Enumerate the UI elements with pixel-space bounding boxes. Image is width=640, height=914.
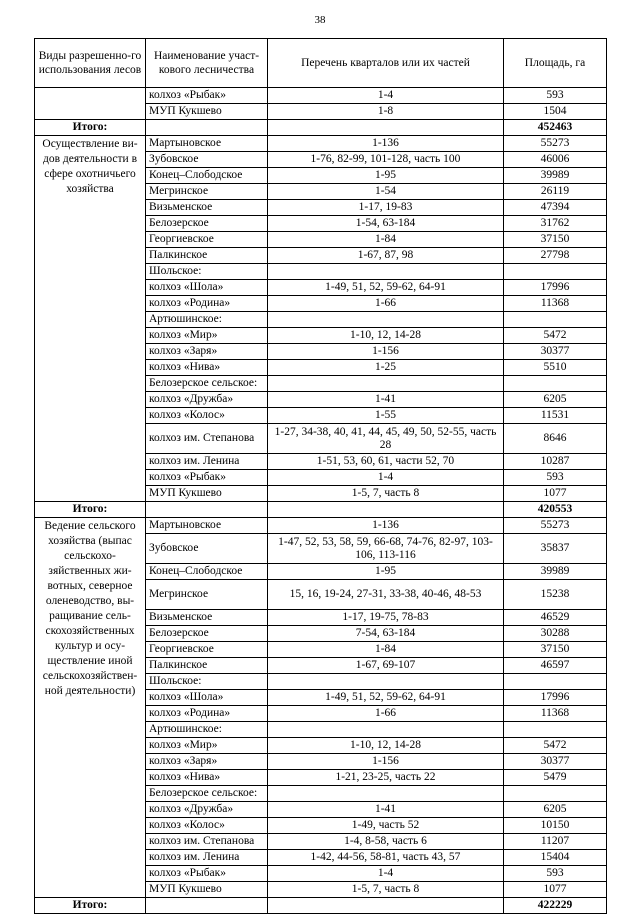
header-quarters: Перечень кварталов или их частей [268, 39, 504, 88]
forestry-cell: колхоз «Нива» [146, 360, 268, 376]
forestry-cell: колхоз «Заря» [146, 754, 268, 770]
area-cell: 27798 [504, 248, 607, 264]
quarters-cell: 1-54, 63-184 [268, 216, 504, 232]
forestry-cell: колхоз им. Степанова [146, 834, 268, 850]
quarters-cell: 1-10, 12, 14-28 [268, 328, 504, 344]
quarters-cell: 1-5, 7, часть 8 [268, 882, 504, 898]
area-cell: 10150 [504, 818, 607, 834]
total-empty [146, 502, 268, 518]
header-forestry: Наименование участ-кового лесничества [146, 39, 268, 88]
category-cell: Ведение сельского хозяйства (выпас сельскохо-зяйственных жи-вотных, северное оленеводство, вы-ращивание сель-скохозяйственных культур и осу-ществление иной сельскохозяйствен-ной деятельности) [35, 518, 146, 898]
forestry-cell: колхоз «Мир» [146, 328, 268, 344]
table-body [35, 88, 607, 914]
total-empty [268, 898, 504, 914]
quarters-cell: 15, 16, 19-24, 27-31, 33-38, 40-46, 48-53 [268, 580, 504, 610]
forestry-cell: Мегринское [146, 184, 268, 200]
table-row [35, 518, 607, 534]
quarters-cell: 1-156 [268, 754, 504, 770]
quarters-cell: 1-55 [268, 408, 504, 424]
quarters-cell: 1-84 [268, 232, 504, 248]
area-cell: 1077 [504, 486, 607, 502]
forestry-cell: колхоз им. Ленина [146, 850, 268, 866]
quarters-cell: 1-67, 69-107 [268, 658, 504, 674]
forestry-cell: Шольское: [146, 674, 268, 690]
forestry-cell: Шольское: [146, 264, 268, 280]
forestry-cell: Визьменское [146, 610, 268, 626]
forestry-cell: Белозерское сельское: [146, 786, 268, 802]
area-cell [504, 376, 607, 392]
page-number: 38 [314, 14, 326, 26]
area-cell: 5472 [504, 738, 607, 754]
quarters-cell: 1-41 [268, 802, 504, 818]
forestry-cell: колхоз им. Ленина [146, 454, 268, 470]
area-cell: 593 [504, 88, 607, 104]
quarters-cell: 1-42, 44-56, 58-81, часть 43, 57 [268, 850, 504, 866]
forestry-cell: колхоз «Родина» [146, 706, 268, 722]
category-cell: Осуществление ви-дов деятельности в сфере охотничьего хозяйства [35, 136, 146, 502]
forestry-cell: Георгиевское [146, 232, 268, 248]
area-cell: 17996 [504, 280, 607, 296]
quarters-cell [268, 312, 504, 328]
forestry-cell: колхоз «Рыбак» [146, 470, 268, 486]
area-cell: 11368 [504, 296, 607, 312]
category-cell [35, 88, 146, 120]
forestry-cell: Конец–Слободское [146, 168, 268, 184]
area-cell: 55273 [504, 518, 607, 534]
header-row [35, 39, 607, 88]
forestry-cell: колхоз «Мир» [146, 738, 268, 754]
area-cell: 46006 [504, 152, 607, 168]
forestry-cell: колхоз «Родина» [146, 296, 268, 312]
area-cell: 593 [504, 470, 607, 486]
area-cell [504, 312, 607, 328]
quarters-cell: 7-54, 63-184 [268, 626, 504, 642]
forestry-cell: колхоз «Колос» [146, 408, 268, 424]
total-empty [146, 120, 268, 136]
total-row [35, 120, 607, 136]
quarters-cell: 1-136 [268, 518, 504, 534]
area-cell: 1077 [504, 882, 607, 898]
quarters-cell: 1-4 [268, 470, 504, 486]
quarters-cell: 1-95 [268, 564, 504, 580]
forestry-cell: Артюшинское: [146, 722, 268, 738]
quarters-cell: 1-76, 82-99, 101-128, часть 100 [268, 152, 504, 168]
forestry-cell: Зубовское [146, 152, 268, 168]
area-cell: 5479 [504, 770, 607, 786]
header-use-type: Виды разрешенно-го использования лесов [35, 39, 146, 88]
area-cell: 11207 [504, 834, 607, 850]
area-cell: 39989 [504, 564, 607, 580]
forestry-cell: колхоз «Заря» [146, 344, 268, 360]
forestry-cell: Палкинское [146, 248, 268, 264]
area-cell: 5472 [504, 328, 607, 344]
forestry-cell: колхоз «Рыбак» [146, 88, 268, 104]
quarters-cell: 1-27, 34-38, 40, 41, 44, 45, 49, 50, 52-55, часть 28 [268, 424, 504, 454]
quarters-cell: 1-156 [268, 344, 504, 360]
forestry-cell: МУП Кукшево [146, 882, 268, 898]
area-cell: 11368 [504, 706, 607, 722]
forestry-cell: Белозерское [146, 216, 268, 232]
quarters-cell: 1-10, 12, 14-28 [268, 738, 504, 754]
area-cell: 55273 [504, 136, 607, 152]
quarters-cell: 1-4 [268, 88, 504, 104]
forestry-cell: Мартыновское [146, 136, 268, 152]
forestry-cell: колхоз «Колос» [146, 818, 268, 834]
forestry-cell: колхоз «Дружба» [146, 802, 268, 818]
area-cell [504, 786, 607, 802]
total-empty [268, 502, 504, 518]
quarters-cell: 1-67, 87, 98 [268, 248, 504, 264]
forestry-cell: колхоз «Дружба» [146, 392, 268, 408]
area-cell: 10287 [504, 454, 607, 470]
area-cell: 35837 [504, 534, 607, 564]
forestry-cell: МУП Кукшево [146, 486, 268, 502]
forestry-cell: Белозерское сельское: [146, 376, 268, 392]
quarters-cell [268, 722, 504, 738]
forest-use-table [34, 38, 607, 914]
area-cell: 30377 [504, 344, 607, 360]
quarters-cell: 1-17, 19-83 [268, 200, 504, 216]
quarters-cell: 1-136 [268, 136, 504, 152]
forestry-cell: Белозерское [146, 626, 268, 642]
quarters-cell: 1-21, 23-25, часть 22 [268, 770, 504, 786]
total-empty [146, 898, 268, 914]
total-label: Итого: [35, 502, 146, 518]
area-cell: 8646 [504, 424, 607, 454]
forestry-cell: Георгиевское [146, 642, 268, 658]
forestry-cell: колхоз «Шола» [146, 690, 268, 706]
total-area: 422229 [504, 898, 607, 914]
quarters-cell [268, 376, 504, 392]
forestry-cell: Мартыновское [146, 518, 268, 534]
area-cell: 15404 [504, 850, 607, 866]
quarters-cell: 1-8 [268, 104, 504, 120]
area-cell: 17996 [504, 690, 607, 706]
forestry-cell: Артюшинское: [146, 312, 268, 328]
forestry-cell: Зубовское [146, 534, 268, 564]
area-cell: 5510 [504, 360, 607, 376]
area-cell: 46597 [504, 658, 607, 674]
area-cell [504, 674, 607, 690]
forestry-cell: Визьменское [146, 200, 268, 216]
quarters-cell: 1-49, 51, 52, 59-62, 64-91 [268, 690, 504, 706]
total-area: 420553 [504, 502, 607, 518]
quarters-cell [268, 674, 504, 690]
forestry-cell: колхоз «Рыбак» [146, 866, 268, 882]
quarters-cell: 1-4 [268, 866, 504, 882]
area-cell: 6205 [504, 392, 607, 408]
area-cell: 46529 [504, 610, 607, 626]
forestry-cell: колхоз «Шола» [146, 280, 268, 296]
total-label: Итого: [35, 120, 146, 136]
quarters-cell: 1-66 [268, 706, 504, 722]
area-cell [504, 722, 607, 738]
quarters-cell: 1-4, 8-58, часть 6 [268, 834, 504, 850]
area-cell: 39989 [504, 168, 607, 184]
quarters-cell [268, 264, 504, 280]
forestry-cell: колхоз «Нива» [146, 770, 268, 786]
total-row [35, 502, 607, 518]
forestry-cell: колхоз им. Степанова [146, 424, 268, 454]
area-cell: 593 [504, 866, 607, 882]
total-area: 452463 [504, 120, 607, 136]
quarters-cell: 1-25 [268, 360, 504, 376]
quarters-cell: 1-51, 53, 60, 61, части 52, 70 [268, 454, 504, 470]
area-cell: 26119 [504, 184, 607, 200]
table-row [35, 88, 607, 104]
quarters-cell: 1-17, 19-75, 78-83 [268, 610, 504, 626]
total-empty [268, 120, 504, 136]
header-area: Площадь, га [504, 39, 607, 88]
forestry-cell: Конец–Слободское [146, 564, 268, 580]
table-row [35, 136, 607, 152]
forestry-cell: Мегринское [146, 580, 268, 610]
forestry-cell: Палкинское [146, 658, 268, 674]
area-cell: 15238 [504, 580, 607, 610]
quarters-cell: 1-84 [268, 642, 504, 658]
quarters-cell: 1-47, 52, 53, 58, 59, 66-68, 74-76, 82-97, 103-106, 113-116 [268, 534, 504, 564]
quarters-cell [268, 786, 504, 802]
area-cell: 30377 [504, 754, 607, 770]
area-cell: 11531 [504, 408, 607, 424]
area-cell [504, 264, 607, 280]
area-cell: 37150 [504, 232, 607, 248]
quarters-cell: 1-49, часть 52 [268, 818, 504, 834]
quarters-cell: 1-95 [268, 168, 504, 184]
area-cell: 47394 [504, 200, 607, 216]
quarters-cell: 1-66 [268, 296, 504, 312]
area-cell: 37150 [504, 642, 607, 658]
forestry-cell: МУП Кукшево [146, 104, 268, 120]
total-label: Итого: [35, 898, 146, 914]
total-row [35, 898, 607, 914]
quarters-cell: 1-49, 51, 52, 59-62, 64-91 [268, 280, 504, 296]
quarters-cell: 1-54 [268, 184, 504, 200]
area-cell: 6205 [504, 802, 607, 818]
area-cell: 30288 [504, 626, 607, 642]
area-cell: 31762 [504, 216, 607, 232]
quarters-cell: 1-5, 7, часть 8 [268, 486, 504, 502]
area-cell: 1504 [504, 104, 607, 120]
quarters-cell: 1-41 [268, 392, 504, 408]
